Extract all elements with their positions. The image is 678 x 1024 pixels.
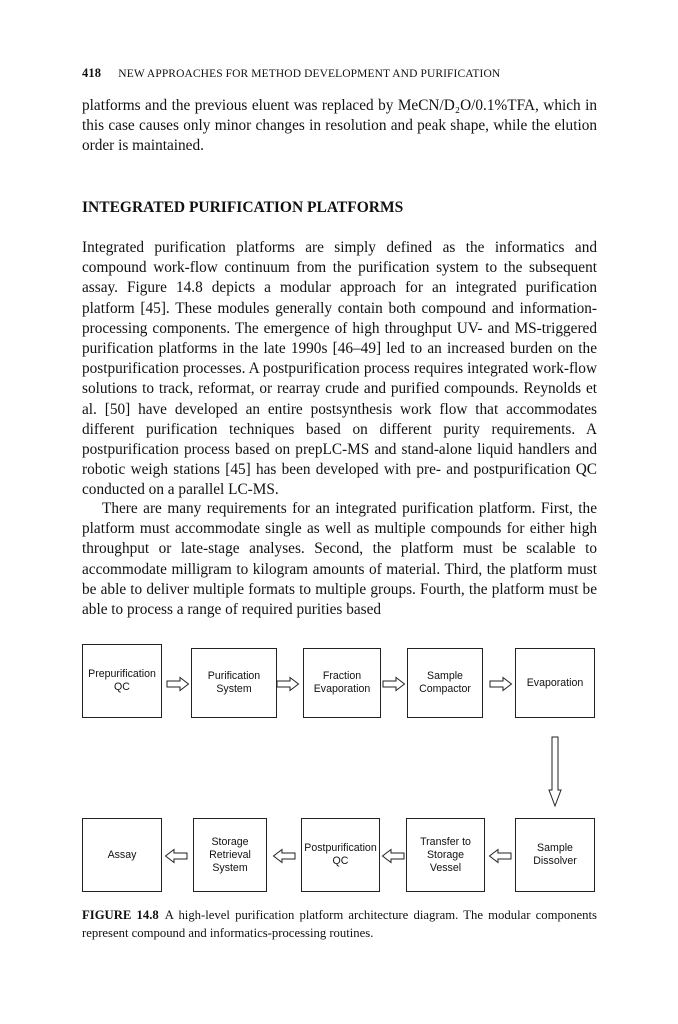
box-label: Sample Dissolver bbox=[533, 842, 577, 867]
right-arrow-icon bbox=[166, 676, 190, 692]
running-header bbox=[82, 66, 500, 81]
down-arrow-icon bbox=[548, 736, 562, 808]
box-label: Prepurification QC bbox=[88, 668, 156, 693]
box-sample-compactor bbox=[407, 648, 483, 718]
caption-text: A high-level purification platform architecture diagram. The modular components represent compound and informatics-processing routines. bbox=[82, 908, 597, 940]
box-sample-dissolver bbox=[515, 818, 595, 892]
box-label: Fraction Evaporation bbox=[313, 670, 371, 695]
paragraph-1: platforms and the previous eluent was replaced by MeCN/D₂O/0.1%TFA, which in this case causes only minor changes in resolution and peak shape, while the elution order is maintained. bbox=[82, 97, 597, 155]
box-label: Transfer to Storage Vessel bbox=[420, 835, 471, 874]
right-arrow-icon bbox=[382, 676, 406, 692]
box-storage-retrieval-system bbox=[193, 818, 267, 892]
left-arrow-icon bbox=[164, 848, 188, 864]
page-number: 418 bbox=[82, 66, 102, 80]
paragraph-2: Integrated purification platforms are simply defined as the informatics and compound work-flow continuum from the purification system to the subsequent assay. Figure 14.8 depicts a modular approach for an integrated purification platform [45]. These modules generally contain both compound and information-processing components. The emergence of high throughput UV- and MS-triggered purification platforms in the late 1990s [46–49] led to an increased burden on the postpurification processes. A postpurification process requires integrated work-flow solutions to track, reformat, or rearray crude and purified compounds. Reynolds et al. [50] have developed an entire postsynthesis work flow that accommodates different purification techniques based on different purity requirements. A postpurification process based on prepLC-MS and stand-alone liquid handlers and robotic weigh stations [45] has been developed with pre- and postpurification QC conducted on a parallel LC-MS. bbox=[82, 239, 597, 499]
box-label: Assay bbox=[107, 848, 137, 861]
box-label: Purification System bbox=[207, 670, 261, 695]
right-arrow-icon bbox=[276, 676, 300, 692]
running-title: NEW APPROACHES FOR METHOD DEVELOPMENT AND PURIFICATION bbox=[118, 68, 501, 80]
left-arrow-icon bbox=[381, 848, 405, 864]
figure-label: FIGURE 14.8 bbox=[82, 908, 159, 922]
box-label: Storage Retrieval System bbox=[209, 835, 251, 874]
left-arrow-icon bbox=[488, 848, 512, 864]
box-purification-system bbox=[191, 648, 277, 718]
box-postpurification-qc bbox=[301, 818, 380, 892]
box-label: Postpurification QC bbox=[304, 842, 377, 867]
box-transfer-to-storage-vessel bbox=[406, 818, 485, 892]
box-prepurification-qc bbox=[82, 644, 162, 718]
right-arrow-icon bbox=[489, 676, 513, 692]
box-assay bbox=[82, 818, 162, 892]
left-arrow-icon bbox=[272, 848, 296, 864]
box-evaporation bbox=[515, 648, 595, 718]
box-label: Sample Compactor bbox=[419, 670, 471, 695]
section-heading: INTEGRATED PURIFICATION PLATFORMS bbox=[82, 199, 404, 216]
paragraph-3: There are many requirements for an integrated purification platform. First, the platform must accommodate single as well as multiple compounds for either high throughput or late-stage analyses. Second, the platform must be scalable to accommodate milligram to kilogram amounts of material. Third, the platform must be able to deliver multiple formats to multiple groups. Fourth, the platform must be able to process a range of required purities based bbox=[82, 500, 597, 619]
box-label: Evaporation bbox=[526, 676, 584, 689]
figure-caption bbox=[82, 906, 597, 942]
box-fraction-evaporation bbox=[303, 648, 381, 718]
